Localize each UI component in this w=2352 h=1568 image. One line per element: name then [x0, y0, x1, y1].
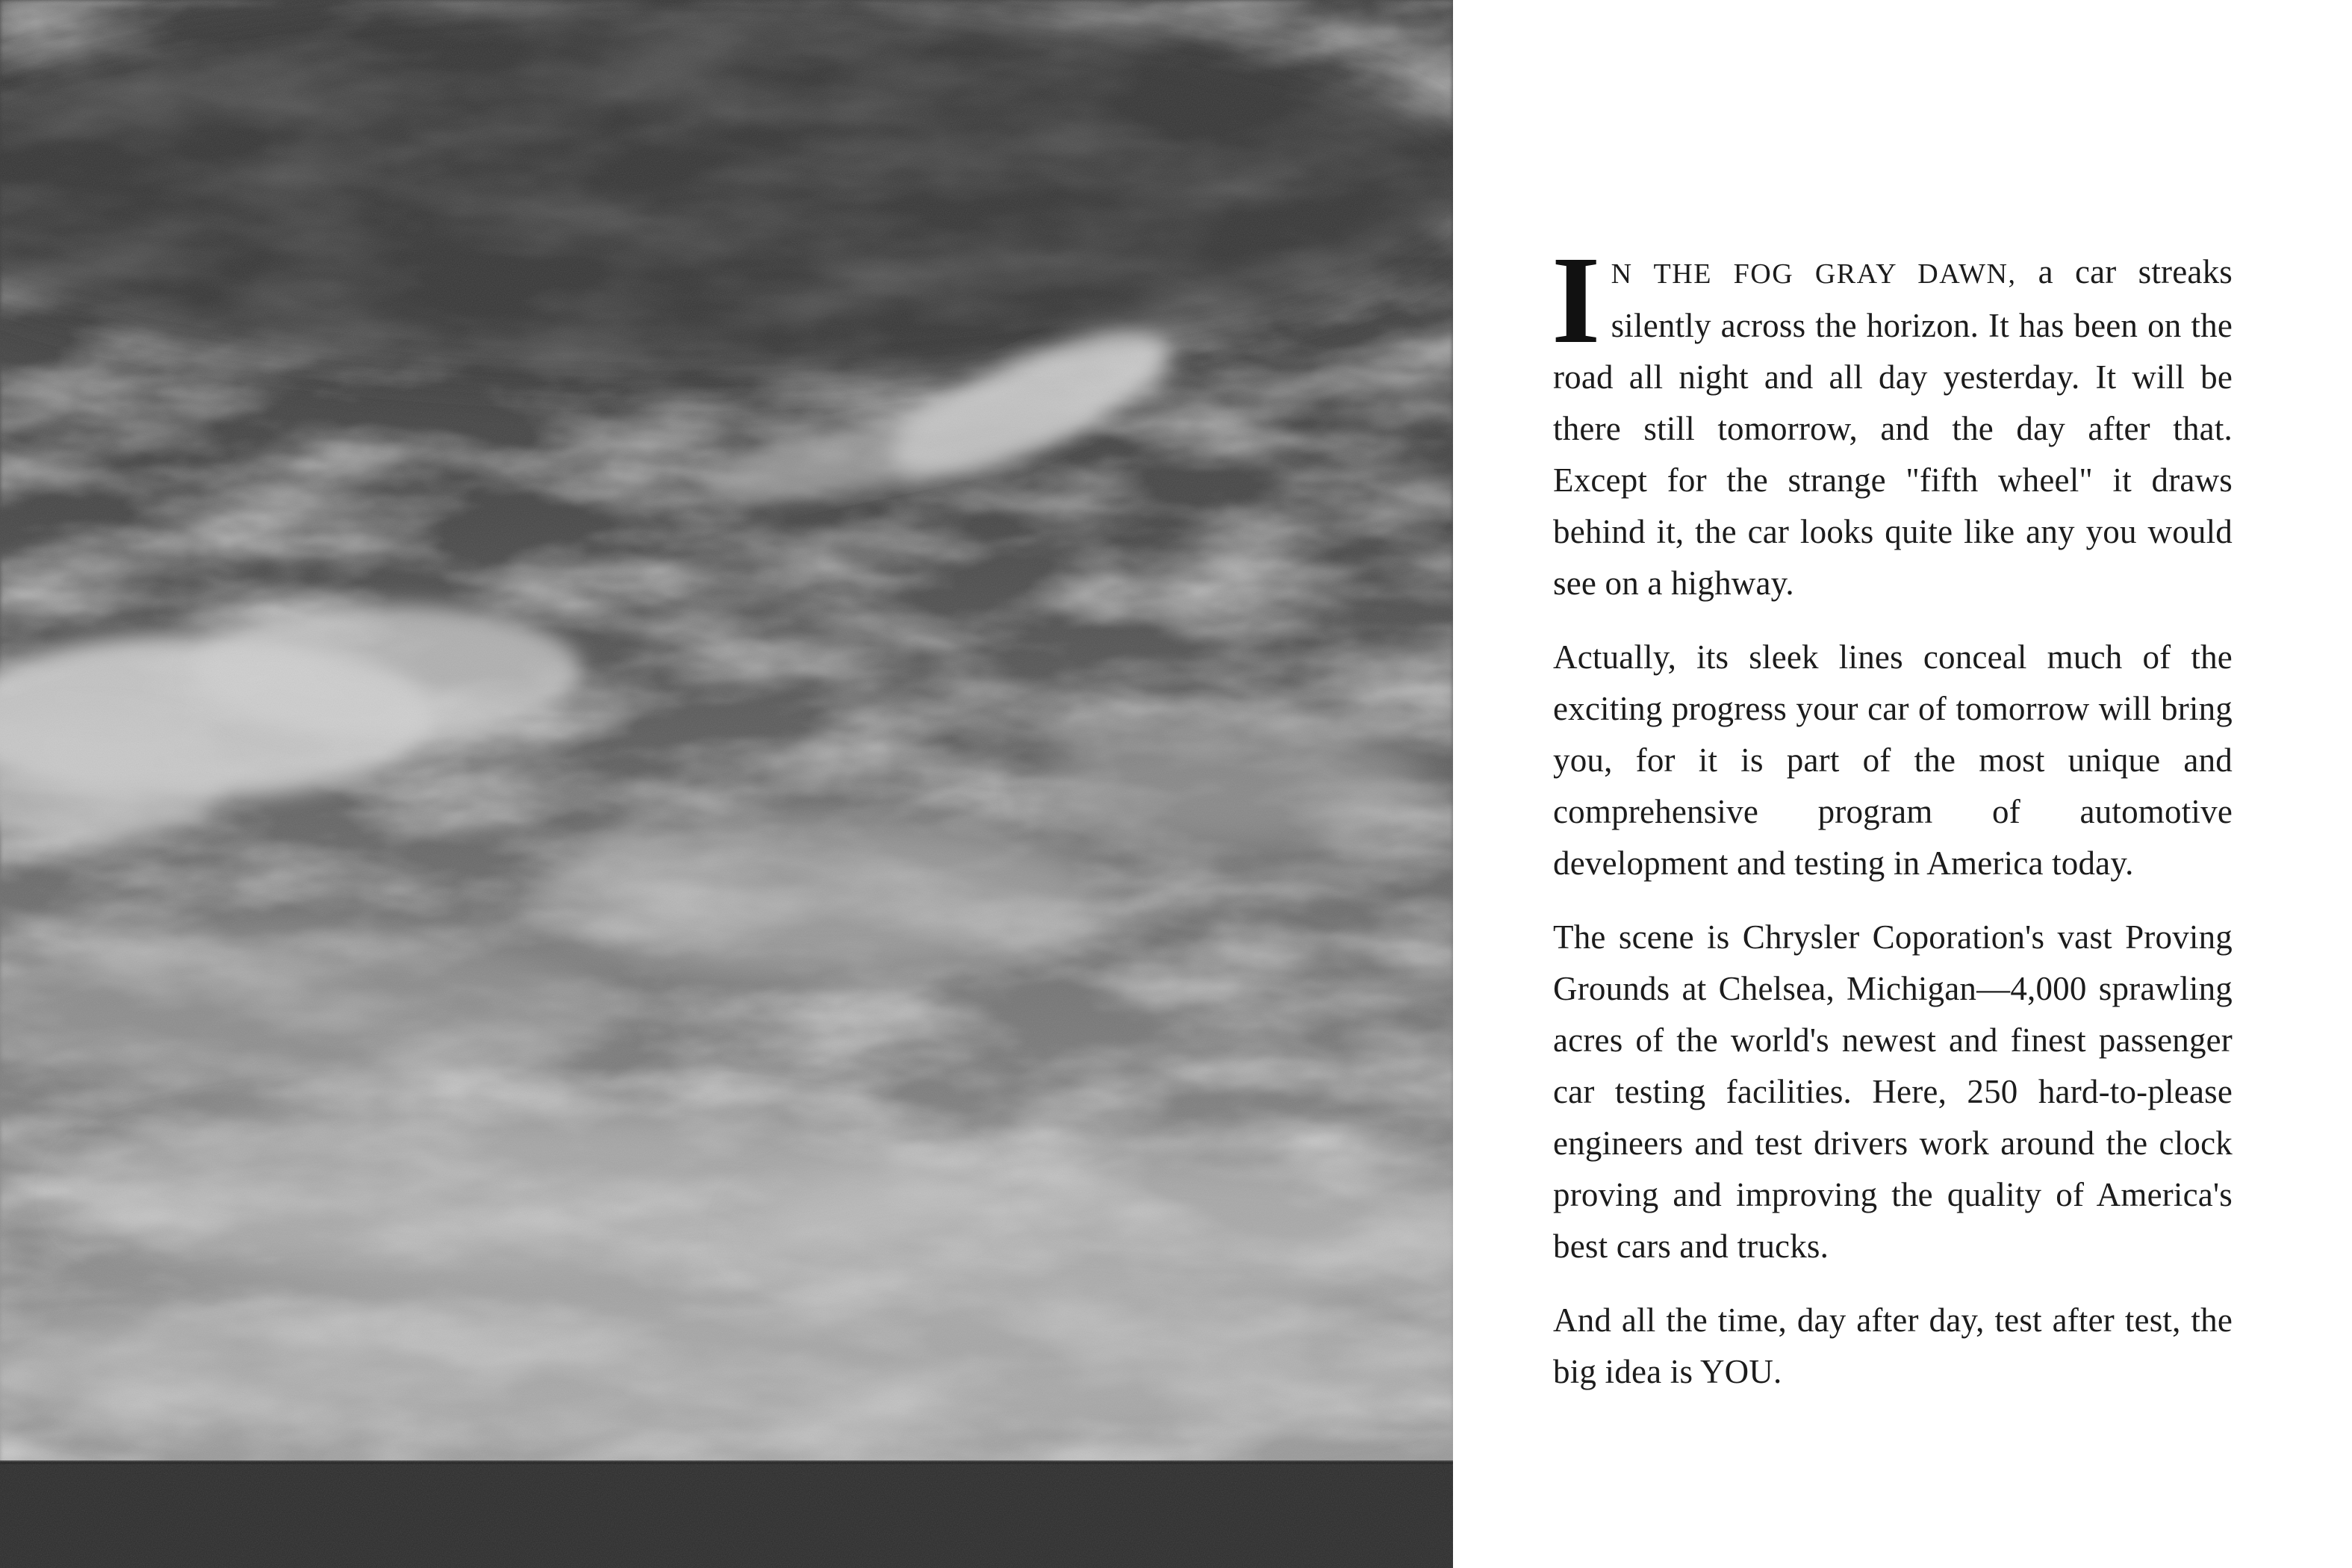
- paragraph-1: [1552, 231, 2233, 609]
- lead-in-smallcaps: N THE FOG GRAY DAWN,: [1611, 258, 2017, 290]
- paragraph-2: Actually, its sleek lines conceal much of the exciting progress your car of tomorrow will bring you, for it is part of the most unique and comprehensive program of automotive development and testing in America today.: [1553, 638, 2233, 882]
- body-copy: [1552, 231, 2233, 1420]
- paragraph-3: The scene is Chrysler Coporation's vast Proving Grounds at Chelsea, Michigan—4,000 sprawling acres of the world's newest and finest passenger car testing facilities. Here, 250 hard-to-please engineers and test drivers work around the clock proving and improving the quality of America's best cars and trucks.: [1553, 918, 2233, 1265]
- paragraph-4: And all the time, day after day, test after test, the big idea is YOU.: [1553, 1301, 2233, 1390]
- text-page: [1453, 0, 2352, 1568]
- paragraph-1-text: a car streaks silently across the horizon. It has been on the road all night and all day yesterday. It will be there still tomorrow, and the day after that. Except for the strange "fifth wheel" it draws behind it, the car looks quite like any you would see on a highway.: [1553, 253, 2233, 602]
- drop-cap: I: [1552, 231, 1601, 370]
